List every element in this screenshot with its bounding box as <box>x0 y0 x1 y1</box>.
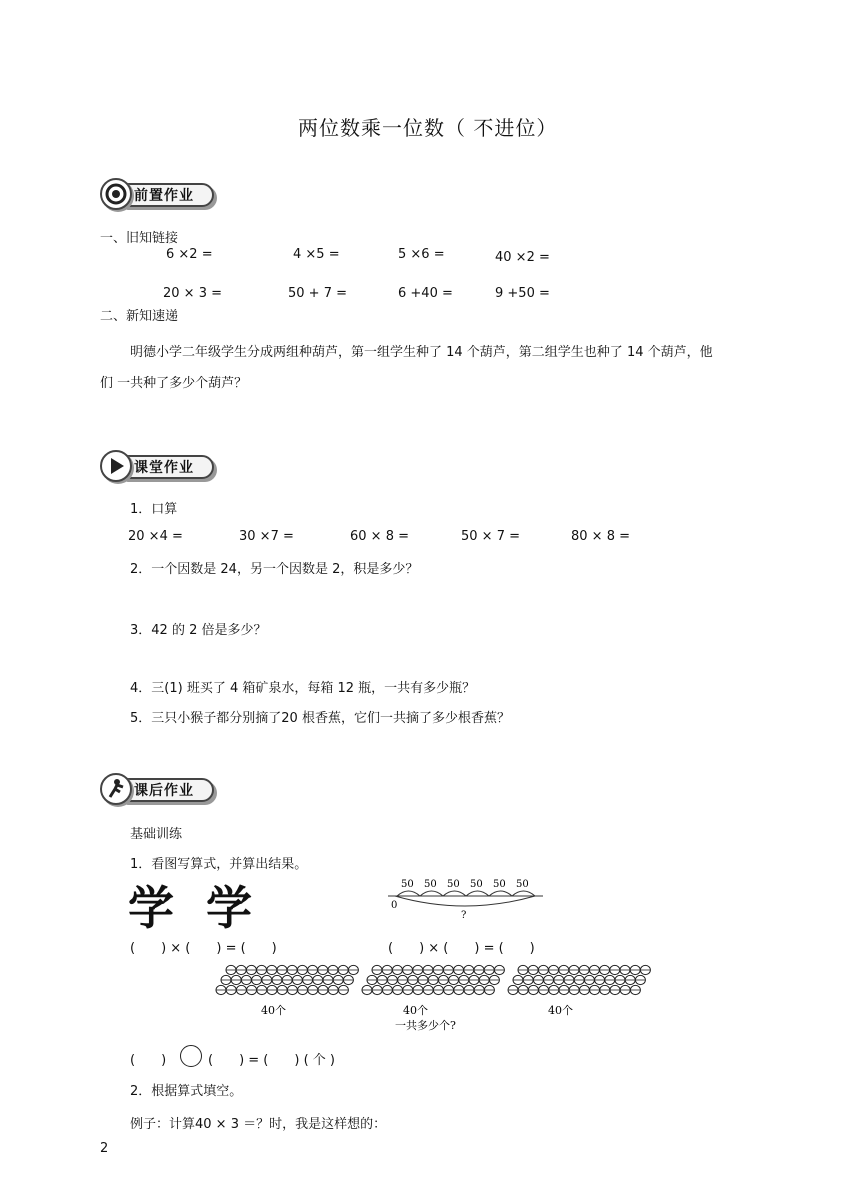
exercise: 20 × 3 = <box>163 286 222 301</box>
banner-class-homework <box>100 450 230 482</box>
problem-text: 1．看图写算式，并算出结果。 <box>130 857 308 872</box>
numline-arc <box>466 891 489 896</box>
problem-text: 4．三(1) 班买了 4 箱矿泉水，每箱 12 瓶，一共有多少瓶？ <box>130 681 476 696</box>
banner-after-class-homework <box>100 773 230 805</box>
problem-text: 1．口算 <box>130 502 178 517</box>
numline-arc <box>443 891 466 896</box>
banner-preview-homework <box>100 178 230 210</box>
exercise: 20 ×4 = <box>128 529 183 544</box>
exercise: 5 ×6 = <box>398 247 445 262</box>
group-label: 40个 <box>261 1004 286 1017</box>
problem-text: 例子：计算40 × 3 ＝？时，我是这样想的： <box>130 1117 387 1132</box>
numline-arc <box>397 891 420 896</box>
banner-label: 课堂作业 <box>134 460 194 476</box>
problem-text: 2．一个因数是 24，另一个因数是 2，积是多少？ <box>130 562 419 577</box>
problem-text: 明德小学二年级学生分成两组种葫芦，第一组学生种了 14 个葫芦，第二组学生也种了 14 个葫芦，他 <box>130 345 713 360</box>
numline-label: 50 <box>470 879 483 890</box>
numline-label: 50 <box>447 879 460 890</box>
numline-label: 50 <box>401 879 414 890</box>
numline-label: 50 <box>493 879 506 890</box>
problem-text: 3．42 的 2 倍是多少？ <box>130 623 267 638</box>
answer-blank[interactable]: ( ) <box>130 1053 167 1068</box>
numline-label: 50 <box>424 879 437 890</box>
group-label: 40个 <box>403 1004 428 1017</box>
section-heading: 二、新知速递 <box>100 309 179 324</box>
exercise: 30 ×7 = <box>239 529 294 544</box>
exercise: 50 × 7 = <box>461 529 520 544</box>
item-groups-diagram <box>213 962 663 1032</box>
numline-arc <box>489 891 512 896</box>
runner-icon <box>100 773 132 805</box>
answer-blank[interactable]: ( ) × ( ) = ( ) <box>130 941 277 956</box>
numline-label: 50 <box>516 879 529 890</box>
problem-text: 2．根据算式填空。 <box>130 1084 243 1099</box>
exercise: 6 ×2 = <box>166 247 213 262</box>
operator-circle-blank[interactable] <box>180 1045 202 1067</box>
group-question: 一共多少个? <box>395 1019 456 1032</box>
exercise: 80 × 8 = <box>571 529 630 544</box>
answer-blank[interactable]: ( ) × ( ) = ( ) <box>388 941 535 956</box>
banner-label: 课后作业 <box>134 783 194 799</box>
group-label: 40个 <box>548 1004 573 1017</box>
numline-zero: 0 <box>391 900 398 911</box>
play-icon <box>100 450 132 482</box>
problem-text: 们 一共种了多少个葫芦？ <box>100 376 248 391</box>
problem-text: 5．三只小猴子都分别摘了20 根香蕉，它们一共摘了多少根香蕉？ <box>130 711 510 726</box>
page-title: 两位数乘一位数（ 不进位） <box>298 116 558 140</box>
exercise: 40 ×2 = <box>495 250 550 265</box>
section-heading: 一、旧知链接 <box>100 231 179 246</box>
xue-characters-image: 学 学 <box>128 881 261 935</box>
subheading: 基础训练 <box>130 827 183 842</box>
exercise: 6 +40 = <box>398 286 453 301</box>
number-line-diagram <box>385 874 550 924</box>
exercise: 9 +50 = <box>495 286 550 301</box>
answer-blank[interactable]: ( ) = ( ) ( 个 ) <box>208 1053 335 1068</box>
exercise: 4 ×5 = <box>293 247 340 262</box>
banner-label: 前置作业 <box>134 188 194 204</box>
page-number: 2 <box>100 1141 109 1156</box>
exercise: 60 × 8 = <box>350 529 409 544</box>
numline-arc <box>512 891 535 896</box>
numline-question: ? <box>461 910 467 921</box>
numline-arc <box>420 891 443 896</box>
exercise: 50 + 7 = <box>288 286 347 301</box>
swirl-icon <box>100 178 132 210</box>
